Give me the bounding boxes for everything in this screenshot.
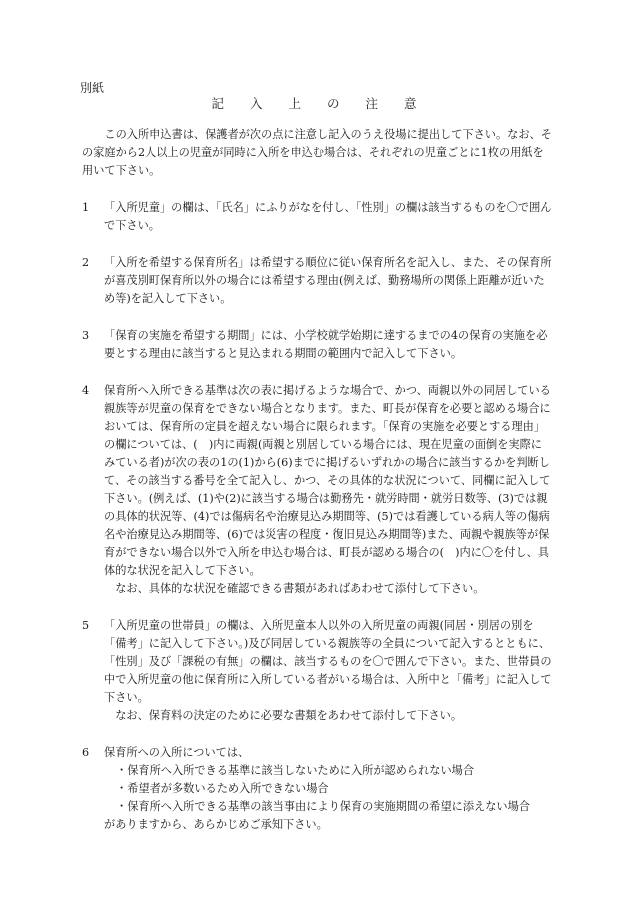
note-item-6 (82, 744, 552, 834)
item-body (104, 327, 552, 363)
item-body (104, 254, 552, 308)
attachment-label: 別紙 (80, 81, 105, 95)
document-body (82, 126, 552, 853)
note-item-4 (82, 382, 552, 598)
item-number: 4 (82, 384, 90, 397)
note-item-1 (82, 199, 552, 235)
item-body (104, 382, 552, 598)
bullet-item: ・希望者が多数いるため入所できない場合 (116, 782, 329, 795)
item-number: 1 (82, 201, 90, 214)
item-number: 5 (82, 619, 90, 632)
note-item-5 (82, 617, 552, 725)
title-char: 上 (288, 96, 303, 111)
item-note-paragraph: なお、保育料の決定のために必要な書類をあわせて添付して下さい。 (115, 709, 463, 722)
title-char: 入 (249, 96, 265, 111)
bullet-list (104, 762, 552, 816)
title-char: 記 (211, 96, 226, 111)
item-body (104, 199, 552, 235)
item-paragraph: 「入所児童」の欄は、「氏名」にふりがなを付し、「性別」の欄は該当するものを〇で囲んで下さい。 (104, 201, 552, 232)
bullet-item: ・保育所へ入所できる基準に該当しないために入所が認められない場合 (116, 764, 475, 777)
title-char: 注 (365, 96, 381, 111)
item-paragraph: 「保育の実施を希望する期間」には、小学校就学始期に達するまでの4の保育の実施を必要とする理由に該当すると見込まれる期間の範囲内で記入して下さい。 (104, 329, 548, 360)
item-note-paragraph: なお、具体的な状況を確認できる書類があればあわせて添付して下さい。 (115, 582, 485, 595)
intro-paragraph: この入所申込書は、保護者が次の点に注意し記入のうえ役場に提出して下さい。なお、その家庭から2人以上の児童が同時に入所を申込む場合は、それぞれの児童ごとに1枚の用紙を用いて下さい。 (82, 128, 552, 177)
page-title (0, 96, 630, 112)
title-char: の (327, 96, 342, 111)
item-paragraph: 保育所へ入所できる基準は次の表に掲げるような場合で、かつ、両親以外の同居している親族等が児童の保育をできない場合となります。また、町長が保育を必要と認める場合においては、保育所の定員を超えない場合に限られます。「保育の実施を必要とする理由」の欄については、( )内に両親(両親と別居している場合には、現在児童の面倒を実際にみている者)が次の表の1の(1)から(6)までに掲げるいずれかの場合に該当するかを判断して、その該当する番号を全て記入し、かつ、その具体的な状況について、同欄に記入して下さい。(例えば、(1)や(2)に該当する場合は勤務先・就労時間・就労日数等、(3)では親の具体的状況等、(4)では傷病名や治療見込み期間等、(5)では看護している病人等の傷病名や治療見込み期間等、(6)では災害の程度・復旧見込み期間等)また、両親や親族等が保育ができない場合以外で入所を申込む場合は、町長が認める場合の( )内に〇を付し、具体的な状況を記入して下さい。 (104, 384, 551, 577)
item-number: 3 (82, 329, 90, 342)
note-item-3 (82, 327, 552, 363)
item-body (104, 617, 552, 725)
item-paragraph: 「入所を希望する保育所名」は希望する順位に従い保育所名を記入し、また、その保育所が喜茂別町保育所以外の場合には希望する理由(例えば、勤務場所の関係上距離が近いため等)を記入して下さい。 (104, 256, 552, 305)
item-closing: がありますから、あらかじめご承知下さい。 (104, 818, 328, 831)
item-paragraph: 「入所児童の世帯員」の欄は、入所児童本人以外の入所児童の両親(同居・別居の別を「備考」に記入して下さい。)及び同居している親族等の全員について記入するとともに、「性別」及び「課税の有無」の欄は、該当するものを〇で囲んで下さい。また、世帯員の中で入所児童の他に保育所に入所している者がいる場合は、入所中と「備考」に記入して下さい。 (104, 619, 552, 704)
bullet-item: ・保育所へ入所できる基準の該当事由により保育の実施期間の希望に添えない場合 (116, 800, 530, 813)
item-lead: 保育所への入所については、 (104, 746, 250, 759)
item-number: 6 (82, 746, 90, 759)
item-number: 2 (82, 256, 90, 269)
item-body (104, 744, 552, 834)
title-char: 意 (404, 96, 419, 111)
note-item-2 (82, 254, 552, 308)
